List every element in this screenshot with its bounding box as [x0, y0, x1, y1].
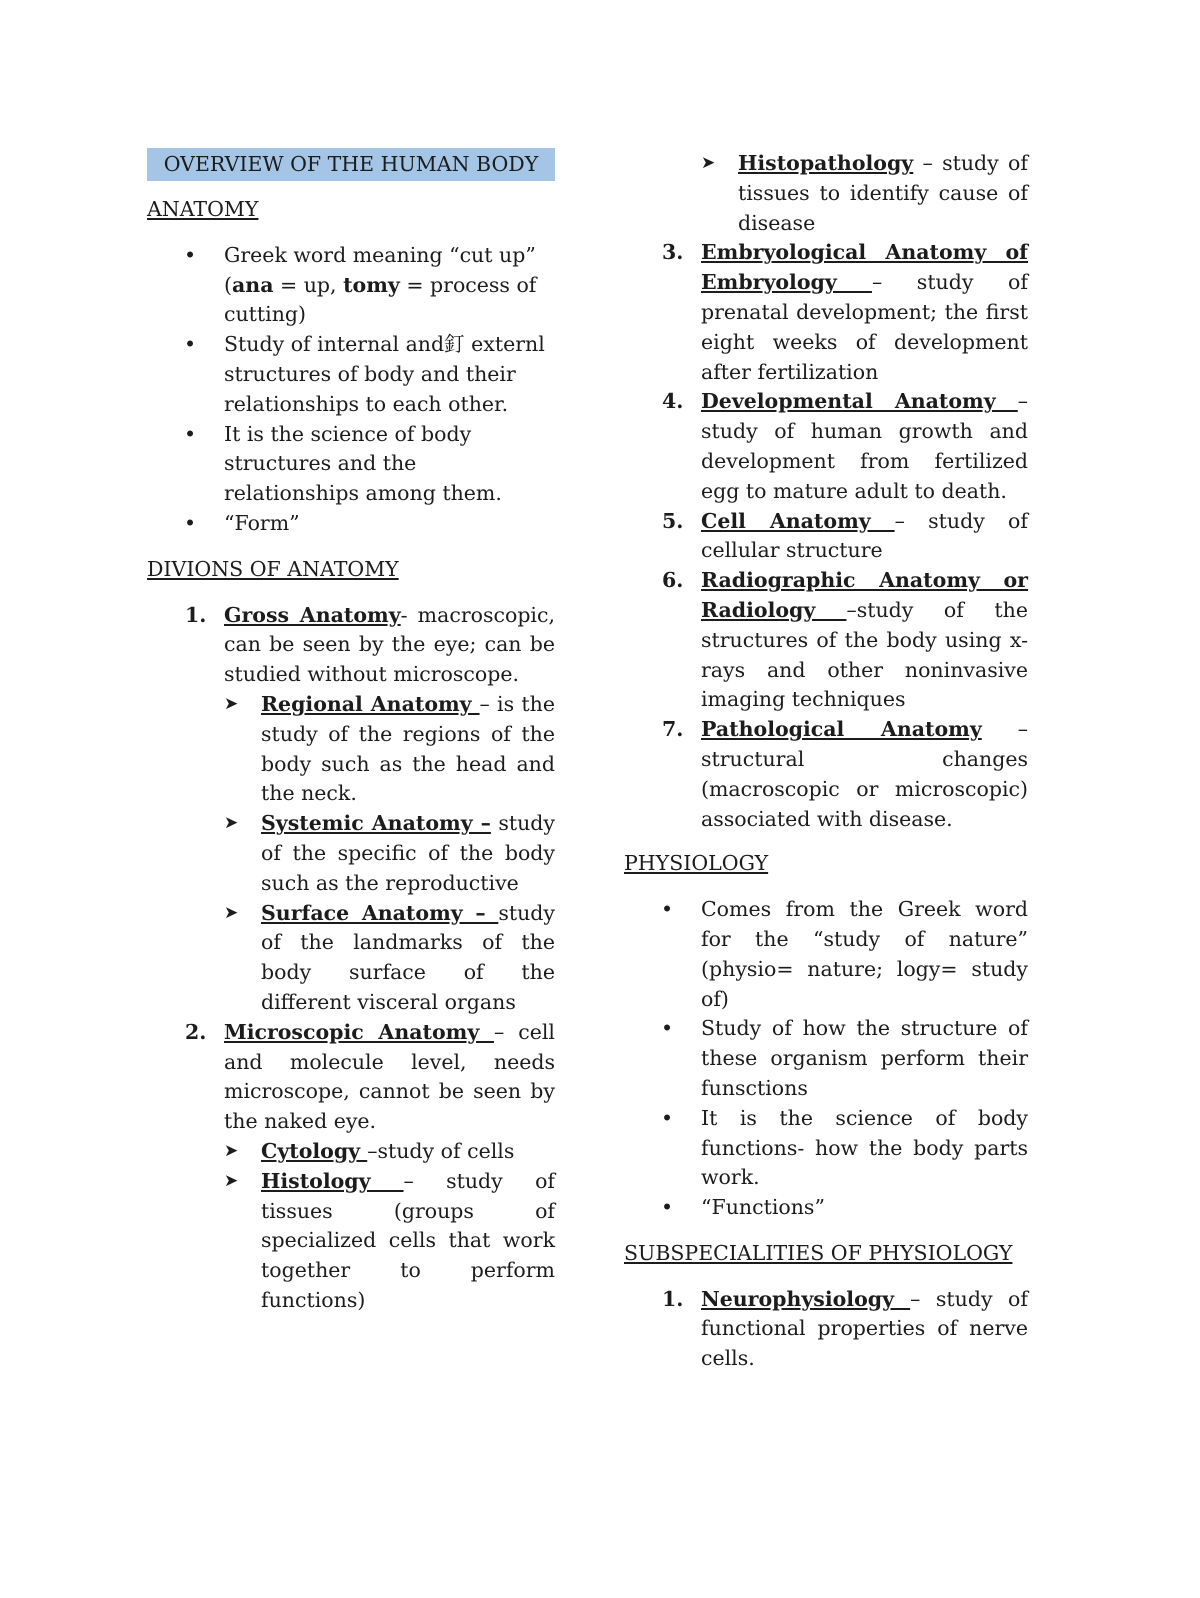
list-item: ➤ Cytology –study of cells	[224, 1137, 555, 1167]
list-item: 6. Radiographic Anatomy or Radiology –study of the structures of the body using x-rays and other noninvasive imaging techniques	[662, 568, 1028, 712]
list-number: 2.	[185, 1019, 207, 1044]
right-column	[624, 149, 1028, 1374]
anatomy-heading: ANATOMY	[147, 197, 259, 221]
list-item: 1. Neurophysiology – study of functional properties of nerve cells.	[662, 1286, 1028, 1371]
left-column	[147, 148, 555, 1316]
list-item: • “Form”	[147, 509, 555, 539]
physiology-heading: PHYSIOLOGY	[624, 851, 769, 876]
list-item: • Study of internal and釘 externl structures of body and their relationships to each other.	[147, 330, 555, 419]
subspecialities-heading: SUBSPECIALITIES OF PHYSIOLOGY	[624, 1240, 1013, 1265]
list-item: 5. Cell Anatomy – study of cellular structure	[662, 508, 1028, 563]
list-item: 4. Developmental Anatomy – study of human growth and development from fertilized egg to mature adult to death.	[662, 389, 1028, 503]
list-item: ➤ Systemic Anatomy – study of the specific of the body such as the reproductive	[224, 811, 555, 895]
list-number: 5.	[662, 508, 684, 533]
list-item: • It is the science of body functions- how the body parts work.	[624, 1104, 1028, 1193]
subspecialities-list	[624, 1285, 1028, 1374]
arrow-bullet-icon: ➤	[224, 813, 239, 834]
microscopic-subtypes-list	[224, 1137, 555, 1316]
list-item: ➤ Histology – study of tissues (groups of specialized cells that work together to perform functions)	[224, 1168, 555, 1312]
list-item: ➤ Regional Anatomy – is the study of the regions of the body such as the head and the neck.	[224, 691, 555, 806]
list-item: ➤ Histopathology – study of tissues to identify cause of disease	[701, 151, 1028, 235]
list-item: • Study of how the structure of these organism perform their funsctions	[624, 1014, 1028, 1103]
list-item: 2. Microscopic Anatomy – cell and molecule level, needs microscope, cannot be seen by the naked eye. ➤ Cytology –study of cells ➤ Histology – study of tissues (groups of specialized cells that work together to perform functions)	[147, 1018, 555, 1316]
list-number: 7.	[662, 717, 684, 742]
divisions-list-continued	[624, 149, 1028, 834]
anatomy-bullet-list	[147, 241, 555, 539]
list-item: 3. Embryological Anatomy of Embryology – study of prenatal development; the first eight weeks of development after fertilization	[662, 240, 1028, 384]
list-item: • Comes from the Greek word for the “study of nature” (physio= nature; logy= study of)	[624, 895, 1028, 1014]
list-number: 4.	[662, 389, 684, 414]
list-item: 7. Pathological Anatomy – structural changes (macroscopic or microscopic) associated with disease.	[662, 717, 1028, 831]
gross-subtypes-list	[224, 690, 555, 1018]
list-number: 6.	[662, 568, 684, 593]
arrow-bullet-icon: ➤	[224, 1140, 239, 1161]
list-number: 3.	[662, 240, 684, 265]
list-item: • “Functions”	[624, 1193, 1028, 1223]
arrow-bullet-icon: ➤	[224, 693, 239, 714]
list-item: • Greek word meaning “cut up” (ana = up, tomy = process of cutting)	[147, 241, 555, 330]
arrow-bullet-icon: ➤	[701, 153, 716, 173]
divisions-list	[147, 601, 555, 1316]
list-item	[624, 149, 1028, 238]
list-number: 1.	[185, 602, 207, 627]
list-number: 1.	[662, 1286, 684, 1311]
document-title: OVERVIEW OF THE HUMAN BODY	[147, 148, 555, 181]
list-item: 1. Gross Anatomy- macroscopic, can be seen by the eye; can be studied without microscope. ➤ Regional Anatomy – is the study of the regions of the body such as the head and the neck. ➤ Systemic Anatomy – study of the specific of the body such as the reproductive ➤ Surface Anatomy – study of the landmarks of the body surface of the different visceral organs	[147, 601, 555, 1018]
divisions-heading: DIVIONS OF ANATOMY	[147, 556, 399, 581]
arrow-bullet-icon: ➤	[224, 902, 239, 923]
arrow-bullet-icon: ➤	[224, 1170, 239, 1191]
list-item: • It is the science of body structures and the relationships among them.	[147, 420, 555, 509]
microscopic-subtypes-list-continued	[701, 149, 1028, 238]
list-item: ➤ Surface Anatomy – study of the landmarks of the body surface of the different visceral organs	[224, 900, 555, 1014]
physiology-bullet-list	[624, 895, 1028, 1223]
